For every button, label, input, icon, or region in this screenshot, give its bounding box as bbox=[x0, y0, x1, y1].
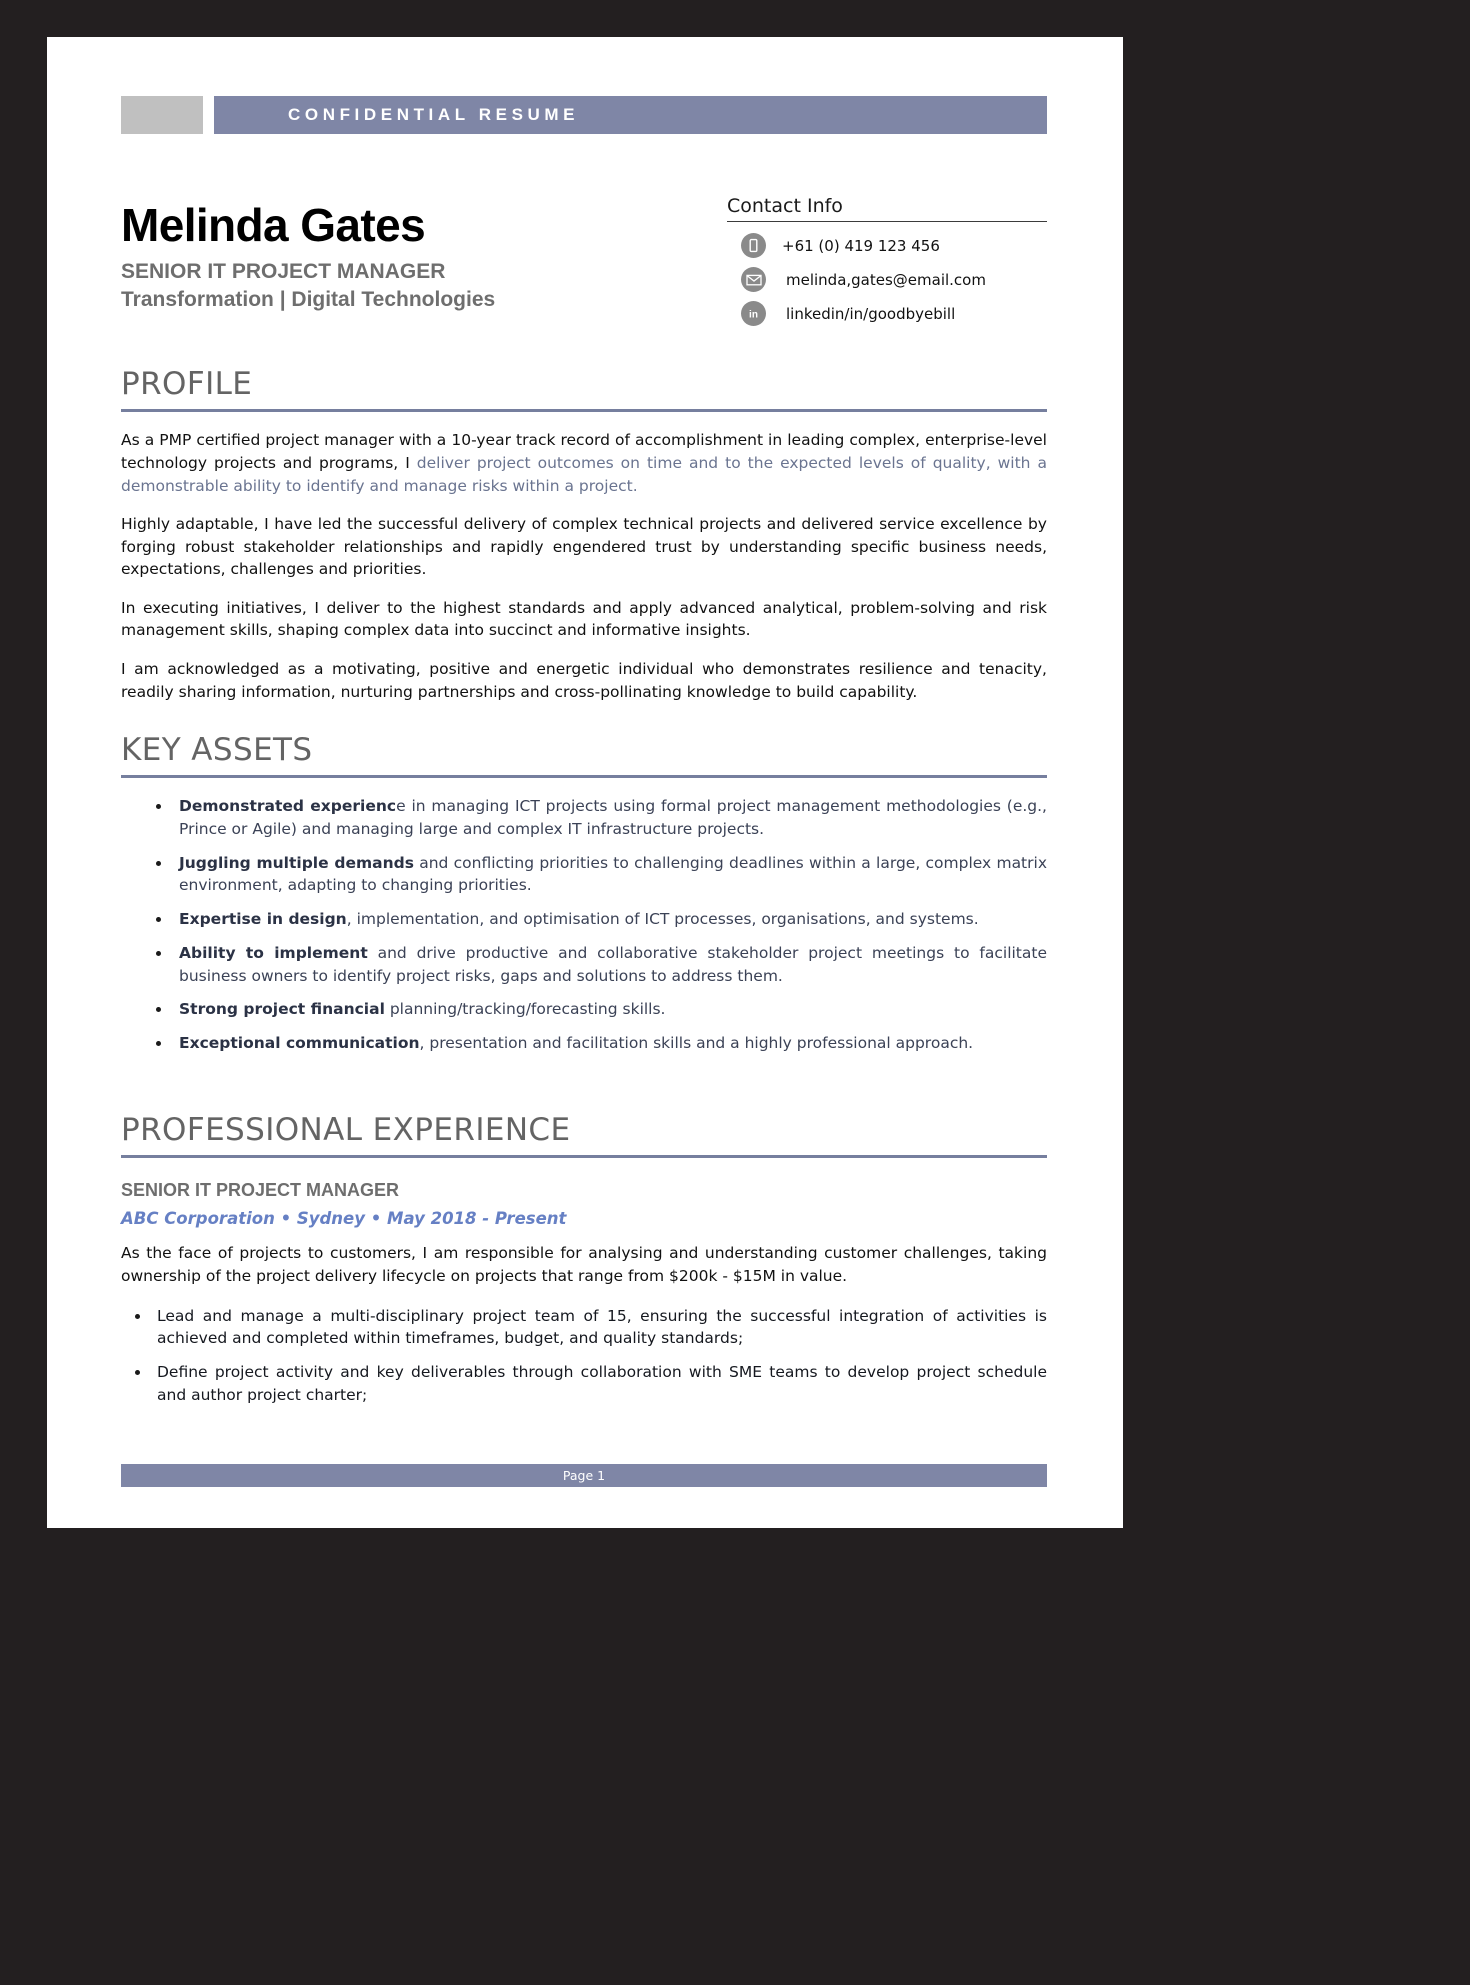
contact-row-phone bbox=[727, 233, 1047, 258]
key-asset-lead: Juggling multiple demands bbox=[179, 853, 414, 872]
footer-bar bbox=[121, 1464, 1047, 1487]
profile-paragraph-1 bbox=[121, 429, 1047, 497]
profile-p1-muted: deliver project outcomes on time and to the expected levels of quality, with a demonstrable ability to identify and manage risks within a project. bbox=[121, 453, 1047, 495]
banner-bar bbox=[214, 96, 1047, 134]
list-item bbox=[121, 795, 1047, 841]
section-rule-experience bbox=[121, 1155, 1047, 1158]
contact-row-email bbox=[727, 267, 1047, 292]
identity-section bbox=[121, 189, 1047, 335]
contact-email-value: melinda,gates@email.com bbox=[786, 270, 986, 289]
job-summary: As the face of projects to customers, I am responsible for analysing and understanding customer challenges, taking ownership of the project delivery lifecycle on projects that range from $200k - $15M in value. bbox=[121, 1244, 1047, 1285]
svg-text:in: in bbox=[749, 309, 758, 321]
role-secondary: Transformation | Digital Technologies bbox=[121, 288, 496, 312]
contact-phone-value: +61 (0) 419 123 456 bbox=[782, 236, 940, 255]
key-asset-lead: Ability to implement bbox=[179, 943, 368, 962]
contact-block bbox=[727, 189, 1047, 335]
profile-paragraph-3: In executing initiatives, I deliver to the highest standards and apply advanced analytical, problem-solving and risk management skills, shaping complex data into succinct and informative insights. bbox=[121, 598, 1047, 640]
full-name: Melinda Gates bbox=[121, 199, 426, 251]
list-item: Lead and manage a multi-disciplinary project team of 15, ensuring the successful integration of activities is achieved and completed within timeframes, budget, and quality standards; bbox=[121, 1305, 1047, 1351]
role-primary: SENIOR IT PROJECT MANAGER bbox=[121, 260, 446, 284]
contact-rows bbox=[727, 233, 1047, 326]
page-number-label: Page 1 bbox=[562, 1468, 606, 1483]
list-item bbox=[121, 908, 1047, 931]
list-item bbox=[121, 998, 1047, 1021]
key-asset-rest: and conflicting priorities to challenging deadlines within a large, complex matrix environment, adapting to changing priorities. bbox=[179, 853, 1047, 895]
key-assets-list bbox=[121, 795, 1047, 1055]
list-item bbox=[121, 1032, 1047, 1055]
section-rule-profile bbox=[121, 409, 1047, 412]
list-item: Define project activity and key deliverables through collaboration with SME teams to develop project schedule and author project charter; bbox=[121, 1361, 1047, 1407]
key-asset-rest: e in managing ICT projects using formal project management methodologies (e.g., Prince or Agile) and managing large and complex IT infrastructure projects. bbox=[179, 797, 1047, 838]
banner-accent-block bbox=[121, 96, 203, 134]
section-title-experience: PROFESSIONAL EXPERIENCE bbox=[121, 1112, 571, 1148]
envelope-icon bbox=[741, 267, 766, 292]
section-rule-key-assets bbox=[121, 775, 1047, 778]
key-asset-lead: Strong project financial bbox=[179, 1000, 385, 1019]
contact-heading: Contact Info bbox=[727, 195, 1047, 222]
key-asset-rest: planning/tracking/forecasting skills. bbox=[384, 1000, 666, 1019]
list-item bbox=[121, 942, 1047, 988]
mobile-phone-icon bbox=[741, 233, 766, 258]
profile-paragraph-2: Highly adaptable, I have led the successful delivery of complex technical projects and delivered service excellence by forging robust stakeholder relationships and rapidly engendered trust by understanding specific business needs, expectations, challenges and priorities. bbox=[121, 514, 1047, 579]
section-professional-experience bbox=[121, 1112, 1047, 1418]
job-title: SENIOR IT PROJECT MANAGER bbox=[121, 1180, 400, 1200]
profile-paragraph-4: I am acknowledged as a motivating, positive and energetic individual who demonstrates resilience and tenacity, readily sharing information, nurturing partnerships and cross-pollinating knowledge to build capability. bbox=[121, 659, 1047, 701]
experience-bullets bbox=[121, 1305, 1047, 1407]
key-asset-rest: , implementation, and optimisation of ICT processes, organisations, and systems. bbox=[346, 910, 979, 929]
resume-page bbox=[47, 37, 1123, 1528]
key-asset-lead: Expertise in design bbox=[179, 910, 347, 929]
list-item bbox=[121, 852, 1047, 898]
key-asset-lead: Demonstrated experienc bbox=[179, 797, 397, 815]
key-asset-rest: , presentation and facilitation skills and a highly professional approach. bbox=[419, 1034, 974, 1053]
banner-title: CONFIDENTIAL RESUME bbox=[288, 105, 580, 124]
linkedin-icon bbox=[741, 301, 766, 326]
key-asset-rest: and drive productive and collaborative stakeholder project meetings to facilitate business owners to identify project risks, gaps and solutions to address them. bbox=[179, 943, 1047, 985]
section-key-assets bbox=[121, 732, 1047, 1066]
contact-linkedin-value: linkedin/in/goodbyebill bbox=[786, 304, 956, 323]
section-title-key-assets: KEY ASSETS bbox=[121, 732, 313, 768]
section-profile bbox=[121, 366, 1047, 719]
profile-p1-black: As a PMP certified project manager with a 10-year track record of accomplishment in leading complex, enterprise-level technology projects and programs, I bbox=[121, 431, 1047, 472]
banner-gap bbox=[203, 96, 214, 134]
contact-row-linkedin bbox=[727, 301, 1047, 326]
header-banner bbox=[121, 96, 1047, 134]
job-meta: ABC Corporation • Sydney • May 2018 - Present bbox=[121, 1209, 567, 1228]
key-asset-lead: Exceptional communication bbox=[179, 1034, 420, 1053]
page-canvas bbox=[47, 37, 1123, 1528]
name-block bbox=[121, 189, 681, 335]
section-title-profile: PROFILE bbox=[121, 366, 253, 402]
